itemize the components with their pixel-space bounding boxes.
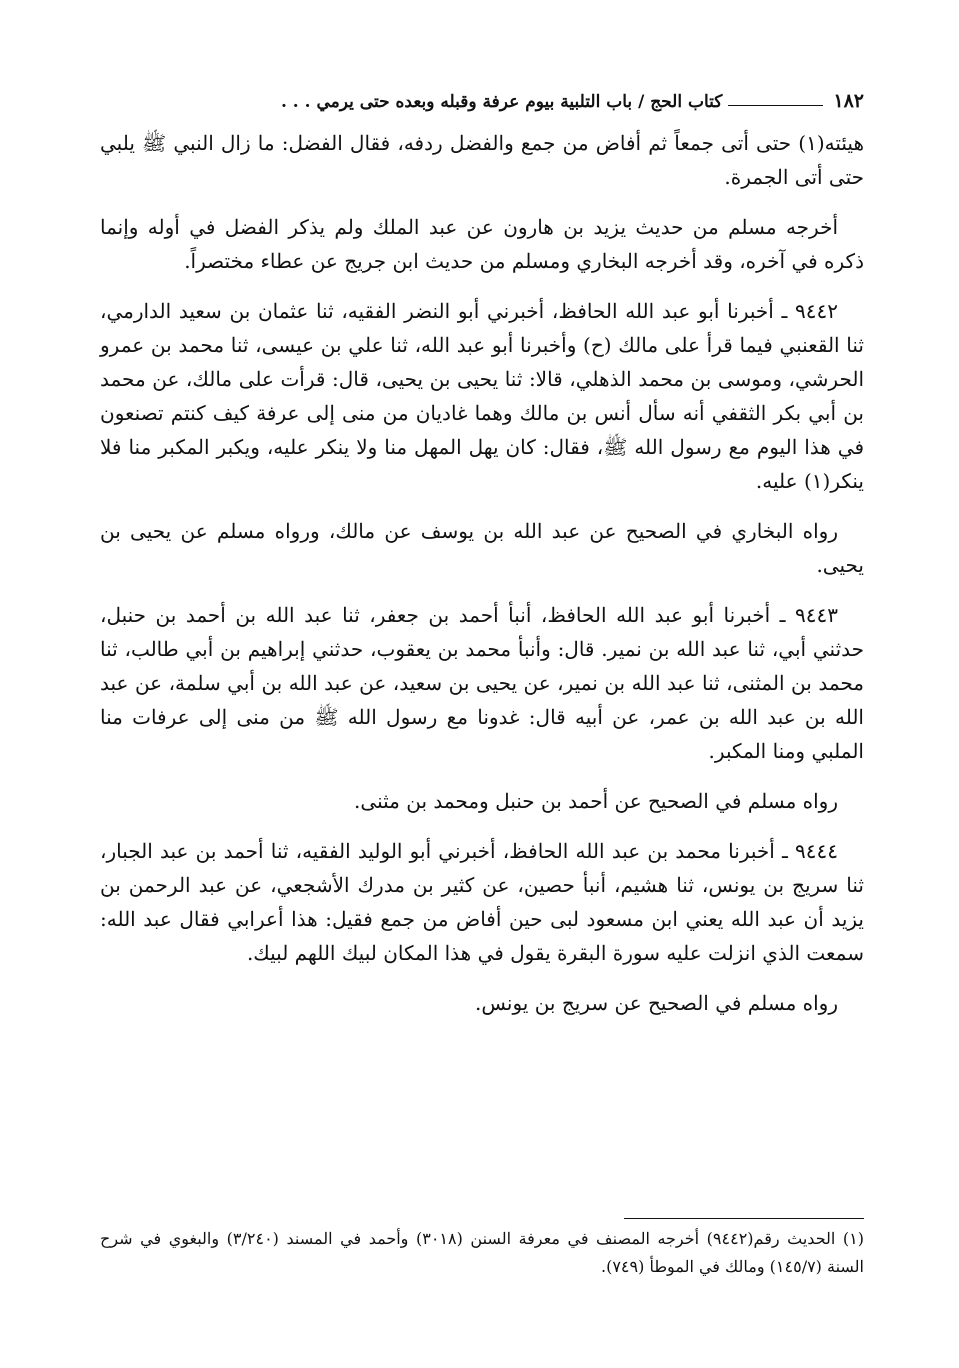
hadith-9443: ٩٤٤٣ ـ أخبرنا أبو عبد الله الحافظ، أنبأ أحمد بن جعفر، ثنا عبد الله بن أحمد بن حنبل، حدثني أبي، ثنا عبد الله بن نمير. قال: وأنبأ محمد بن يعقوب، حدثني إبراهيم بن أبي طالب، ثنا محمد بن المثنى، ثنا عبد الله بن نمير، عن يحيى بن سعيد، عن عبد الله بن أبي سلمة، عن عبد الله بن عبد الله بن عمر، عن أبيه قال: غدونا مع رسول الله ﷺ من منى إلى عرفات منا الملبي ومنا المكبر. bbox=[100, 603, 864, 763]
page-number: ١٨٢ bbox=[833, 90, 864, 112]
paragraph-riwaya-2: رواه مسلم في الصحيح عن أحمد بن حنبل ومحمد بن مثنى. bbox=[354, 789, 838, 813]
running-title: كتاب الحج / باب التلبية بيوم عرفة وقبله وبعده حتى يرمي . . . bbox=[280, 92, 723, 112]
page bbox=[100, 80, 864, 1036]
paragraph-riwaya-1: رواه البخاري في الصحيح عن عبد الله بن يوسف عن مالك، ورواه مسلم عن يحيى بن يحيى. bbox=[100, 519, 864, 577]
footnotes bbox=[100, 1218, 864, 1281]
hadith-9444: ٩٤٤٤ ـ أخبرنا محمد بن عبد الله الحافظ، أخبرني أبو الوليد الفقيه، ثنا أحمد بن عبد الجبار، ثنا سريج بن يونس، ثنا هشيم، أنبأ حصين، عن كثير بن مدرك الأشجعي، عن عبد الرحمن بن يزيد أن عبد الله يعني ابن مسعود لبى حين أفاض من جمع فقيل: هذا أعرابي فقال عبد الله: سمعت الذي انزلت عليه سورة البقرة يقول في هذا المكان لبيك اللهم لبيك. bbox=[100, 839, 864, 965]
hadith-9442: ٩٤٤٢ ـ أخبرنا أبو عبد الله الحافظ، أخبرني أبو النضر الفقيه، ثنا عثمان بن سعيد الدارمي، ثنا القعنبي فيما قرأ على مالك (ح) وأخبرنا أبو عبد الله، ثنا علي بن عيسى، ثنا محمد بن عمرو الحرشي، وموسى بن محمد الذهلي، قالا: ثنا يحيى بن يحيى، قال: قرأت على مالك، عن محمد بن أبي بكر الثقفي أنه سأل أنس بن مالك وهما غاديان من منى إلى عرفة كيف كنتم تصنعون في هذا اليوم مع رسول الله ﷺ، فقال: كان يهل المهل منا ولا ينكر عليه، ويكبر المكبر منا فلا ينكر(١) عليه. bbox=[100, 299, 864, 493]
paragraph-takhrij-1: أخرجه مسلم من حديث يزيد بن هارون عن عبد الملك ولم يذكر الفضل في أوله وإنما ذكره في آخره، وقد أخرجه البخاري ومسلم من حديث ابن جريج عن عطاء مختصراً. bbox=[100, 215, 864, 273]
running-header bbox=[100, 80, 864, 114]
paragraph-riwaya-3: رواه مسلم في الصحيح عن سريج بن يونس. bbox=[475, 991, 838, 1015]
main-text bbox=[100, 126, 864, 1020]
footnote-1: (١) الحديث رقم(٩٤٤٢) أخرجه المصنف في معرفة السنن (٣٠١٨) وأحمد في المسند (٣/٢٤٠) والبغوي في شرح السنة (١٤٥/٧) ومالك في الموطأ (٧٤٩). bbox=[100, 1229, 865, 1276]
header-rule bbox=[728, 105, 823, 106]
paragraph-continuation: هيئته(١) حتى أتى جمعاً ثم أفاض من جمع والفضل ردفه، فقال الفضل: ما زال النبي ﷺ يلبي حتى أتى الجمرة. bbox=[100, 131, 864, 189]
footnote-rule bbox=[624, 1218, 864, 1219]
